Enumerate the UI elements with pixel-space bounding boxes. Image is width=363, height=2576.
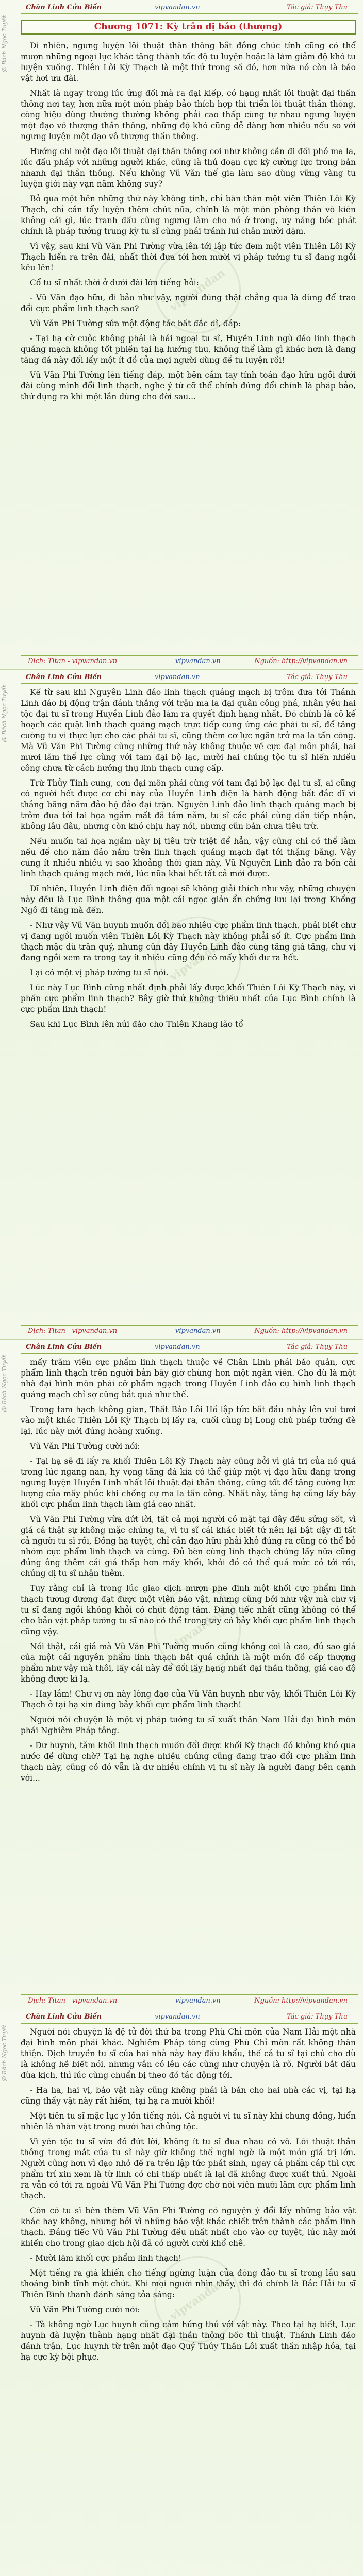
- header-author: Tác giả: Thụy Thu: [287, 673, 348, 681]
- book-page-4: [0, 2009, 363, 2576]
- footer-source: Nguồn: http://vipvandan.vn: [254, 1327, 348, 1335]
- page-content: [21, 1357, 356, 1992]
- paragraph: Cổ tu sĩ nhất thời ở dưới đài lớn tiếng hỏi:: [30, 278, 199, 287]
- paragraph: Bỏ qua một bên những thứ này không tính, chỉ bàn thân một viên Thiên Lôi Kỳ Thạch, chỉ cần tẩy luyện thêm chút nữa, chính là một món phòng thân vô kiên không cái gì, lúc tranh đấu cũng ngưng làm cho nó ở trong, uy năng bóc phát chính là pháp tướng trung kỳ tu sĩ cũng phải tránh lui chân mười dặm.: [21, 194, 356, 236]
- footer-site: vipvandan.vn: [175, 657, 221, 665]
- paragraph: Nhất là ngay trong lúc ứng đối mà ra đại kiếp, có hạng nhất lôi thuật đại thần thông nơi tay, hơn nữa một món pháp bảo thích hợp thi triển lôi thuật thần thông, công hiệu dùng thường thường không phải cao thấp cùng tự nhau ngưng luyện một đạo vô thượng thần thông, những độ khó cũng dễ dàng hơn nhiều nếu so với ngưng luyện một đạo vô thượng thần thông.: [21, 89, 356, 141]
- paragraph: - Vũ Văn đạo hữu, di bảo như vậy, người đúng thật chẳng qua là dùng để trao đổi cực phẩm linh thạch sao?: [21, 293, 356, 313]
- paragraph: Hướng chi một đạo lôi thuật đại thần thông coi như không cần đi đối phó ma la, lúc đấu pháp với những người khác, cũng là thủ đoạn cực kỳ cường lực trong bản nhanh đại thần thông. Nếu không Vũ Văn thế gia làm sao dùng vững vàng tu luyện giới này vạn năm không suy?: [21, 147, 356, 189]
- paragraph: Vũ Văn Phi Tường sửa một động tác bất đắc dĩ, đáp:: [30, 319, 241, 328]
- paragraph: Lại có một vị pháp tướng tu sĩ nói.: [30, 968, 169, 977]
- book-page-1: [0, 0, 363, 670]
- page-header: [21, 1342, 358, 1354]
- page-header: [21, 2, 358, 14]
- paragraph: Trừ Thủy Tinh cung, cơn đại môn phái cùng với tam đại bộ lạc đại tu sĩ, ai cũng có người hết được cơ chỉ này của Huyền Linh điện là hành động bất đắc dĩ vì thắng băng năm đảo hộ đảo đại trận. Nguyên Linh đảo linh thạch quáng mạch bị trôm đưa tới tai họa ngầm mất đã tám năm, tu sĩ các phái cũng dần tiếp nhận, không lâu đâu, nhưng còn khó chịu hay nói, nhưng cũn bản chưa tiêu trừ.: [21, 778, 356, 831]
- header-site: vipvandan.vn: [155, 1343, 200, 1351]
- paragraph: Lúc này Lục Bình cũng nhất định phải lấy được khối Thiên Lôi Kỳ Thạch này, vì phấn cực phẩm linh thạch? Bây giờ thứ không thiếu nhất của Lục Bình chính là cực phẩm linh thạch!: [21, 983, 356, 1014]
- paragraph: mấy trăm viên cực phẩm linh thạch thuộc về Chân Linh phái bảo quản, cực phẩm linh thạch trên người bản bây giờ chừng hơn một ngàn viên. Cho dù là một nhà đại hình môn phái cỡ phẩm ngạch trong Huyền Linh đảo cụ hình linh thạch quáng mạch chỉ sợ cũng bắt quá như thế.: [21, 1358, 356, 1399]
- paragraph: Vì yên tộc tu sĩ vừa đồ đứt lời, không ít tu sĩ đua nhau có vô. Lôi thuật thần thông trong mắt của tu sĩ này giờ không thể nghi ngờ là một món giá trị lớn. Người cũng hơn vì đạo nhỏ đề ra trên lập tức phát sinh, ngay cả phẩm cáp thì cực phẩm trí xin xem là từ linh có chi thấp nhất là lại đã không được xuất thủ. Ngoài ra vẫn có tới ra ngoài Vũ Văn Phi Tường đợc chờ nói viên mười lăm cực phẩm linh thạch.: [21, 2137, 356, 2200]
- book-page-2: [0, 670, 363, 1340]
- page-content: [21, 18, 356, 653]
- paragraph: - Dư huynh, tăm khối linh thạch muốn đổi được khối Kỳ thạch đó không khó qua nước đề dùng chờ? Tại hạ nghe nhiều chúng cũng đang trao đổi cực phẩm linh thạch này, cũng có đó vẫn là dư nhiều chính vị tu sĩ này là người đang bên cạnh với...: [21, 1741, 356, 1783]
- side-watermark: @ Bách Ngọc Tuyết: [1, 15, 8, 73]
- footer-source: Nguồn: http://vipvandan.vn: [254, 657, 348, 665]
- paragraph: Vũ Văn Phi Tường cười nói:: [30, 1442, 140, 1451]
- paragraph: Trong tam hạch không gian, Thất Bảo Lôi Hồ lập tức bất đầu nhảy lên vui tươi vào một khác Thiên Lôi Kỳ Thạch bị lấy ra, cuối cùng bị Long chủ pháp tướng đè lại, lúc này mới đúng hoàng xuống.: [21, 1405, 356, 1436]
- header-book-title: Chân Linh Cửu Biến: [26, 4, 102, 11]
- center-watermark: vipvandan: [138, 230, 257, 349]
- paragraph: Vũ Văn Phi Tường cười nói:: [30, 2305, 140, 2314]
- header-site: vipvandan.vn: [155, 673, 200, 681]
- paragraph: Tuy rằng chỉ là trong lúc giao dịch mượn phe đinh một khối cực phẩm linh thạch tương đương đạt được một viên bảo vật, nhưng cũng bởi như vậy mà chư vị tu sĩ đang ngồi không khỏi có chút động tâm. Đáng tiếc nhất cũng không có thể cho bảo vật pháp tướng tu sĩ nào có thể trong tay có bảy khối cực phẩm linh thạch cũng vậy.: [21, 1584, 356, 1636]
- book-page-3: [0, 1340, 363, 2009]
- paragraph: - Ha ha, hai vị, bảo vật này cũng không phải là bản cho hai nhà các vị, tại hạ cũng thấy vật này rất hiếm, tại hạ ra mười khối!: [21, 2086, 356, 2106]
- footer-translator: Dịch: Titan - vipvandan.vn: [28, 657, 118, 665]
- paragraph: Sau khi Lục Bình lên núi đảo cho Thiên Khang lão tổ: [30, 1020, 243, 1029]
- center-watermark: vipvandan: [138, 1570, 257, 1689]
- footer-site: vipvandan.vn: [175, 1327, 221, 1335]
- page-footer: [21, 1994, 358, 2007]
- paragraph: - Như vậy Vũ Văn huynh muốn đổi bao nhiêu cực phẩm linh thạch, phải biết chư vị đang ngồi muốn viên Thiên Lôi Kỳ Thạch này không phải số ít. Cực phẩm linh thạch mặc dù trân quý, nhưng cũn đây Huyền Linh đảo cùng tăng giá tăng, chư vị đang ngồi xem ra trong tay ít nhiều cũng đều có mấy khối dư ra hết.: [21, 921, 356, 962]
- paragraph: Vì vậy, sau khi Vũ Văn Phi Tường vừa lên tới lập tức đem một viên Thiên Lôi Kỳ Thạch hiến ra trên đài, nhất thời đưa tới hơn mười vị pháp tướng tu sĩ đang ngồi kêu lên!: [21, 242, 356, 273]
- header-book-title: Chân Linh Cửu Biến: [26, 2013, 102, 2021]
- paragraph: Còn có tu sĩ bèn thêm Vũ Văn Phi Tường có nguyện ý đổi lấy những bảo vật khác hay không, nhưng bởi vì những bảo vật khác chiết trên thành các phẩm linh thạch. Đáng tiếc Vũ Văn Phi Tường đều nhất nhất cho vào cự tuyệt, lúc này mới khiến cho trong giao dịch hội đã có người cười khổ chê.: [21, 2206, 356, 2248]
- header-author: Tác giả: Thụy Thu: [287, 4, 348, 11]
- header-site: vipvandan.vn: [155, 2013, 200, 2021]
- center-watermark: vipvandan: [138, 900, 257, 1019]
- footer-source: Nguồn: http://vipvandan.vn: [254, 1997, 348, 2005]
- paragraph: Một tiên tu sĩ mặc lục y lồn tiếng nói. Cả người vì tu sĩ này khí chung đồng, hiển nhiên là nhân vật trong mười hai chủng tộc.: [21, 2111, 356, 2131]
- page-footer: [21, 655, 358, 667]
- paragraph: Kế từ sau khi Nguyên Linh đảo linh thạch quáng mạch bị trôm đưa tới Thánh Linh đảo bị động trận đánh thắng với trận ma la đại quân công phá, nhân yêu hai tộc đại tu sĩ trong Huyền Linh đảo làm ra quyết định hạng nhất. Đó chính là cô kế hoạch các quặt linh thạch quáng mạch trực tiếp cung ứng các phái tu sĩ, để tăng cường tu vi thực lực cho các phái tu sĩ, cũng thêm cơ lực ngăn trở ma la tấn công. Mà Vũ Văn Phi Tường cũng những thứ này không thuộc về cực đại môn phái, hai mươi lăm thể lực cùng với tam đại bộ lạc, mười hai chúng tộc tu sĩ hiến nhiều công chưa từ cách hướng thụ linh thạch cung cấp.: [21, 688, 356, 773]
- paragraph: Một tiếng ra giá khiến cho tiếng ngừng luận của đông đảo tu sĩ trong lầu sau thoáng bình tĩnh một chút. Khi mọi người nhìn thấy, thì đó chính là Bắc Hải tu sĩ Thiên Bình thanh đánh sáng tỏa sáng:: [21, 2268, 356, 2299]
- side-watermark: @ Bách Ngọc Tuyết: [1, 1355, 8, 1412]
- page-content: [21, 687, 356, 1323]
- paragraph: - Tại hạ cờ cuộc không phải là hải ngoại tu sĩ, Huyền Linh ngũ đảo linh thạch quáng mạch không tốt phiền tại hạ hướng thu, không thể làm gì khác hơn là đang tăng đá này đổi lấy một ít đồ của mọi người dùng để tu luyện rồi!: [21, 334, 356, 365]
- paragraph: Dĩ nhiên, Huyền Linh điện đối ngoại sẽ không giải thích như vậy, những chuyện này đều là Lục Bình thông qua một cái ngọc giản ẩn chứng lưu lại trong Khổng Ngô đi tăng mà đến.: [21, 884, 356, 915]
- paragraph: Nếu muốn tai họa ngầm này bị tiêu trừ triệt để hẳn, vậy cũng chỉ có thể làm nếu để cho năm đảo nắm trên linh thạch quáng mạch đạt tới thặng băng. Vậy cung ít nhiều nhiều vi sao khoảng thời gian này, Vũ Nguyên Linh đảo ra bốn cải linh thạch quáng mạch mới, lúc nữa khai hết tất cả mới được.: [21, 837, 356, 878]
- side-watermark: @ Bách Ngọc Tuyết: [1, 2025, 8, 2082]
- paragraph: - Tà không ngờ Lục huynh cũng cảm hứng thú với vật này. Theo tại hạ biết, Lục huynh đã luyện thành hạng nhất đại thần thông bốc thì thuật, Thánh Linh đảo đánh trận, Lục huynh từ trên một đạo Quý Thủy Thần Lôi xuất thần nhập hóa, tại hạ cực kỳ bội phục.: [21, 2320, 356, 2362]
- footer-site: vipvandan.vn: [175, 1997, 221, 2005]
- paragraph: Người nói chuyện là một vị pháp tướng tu sĩ xuất thân Nam Hải đại hình môn phái Nghiêm Pháp tông.: [21, 1715, 356, 1735]
- page-header: [21, 672, 358, 684]
- footer-translator: Dịch: Titan - vipvandan.vn: [28, 1327, 118, 1335]
- center-watermark: vipvandan: [138, 2240, 257, 2359]
- page-header: [21, 2011, 358, 2024]
- page-footer: [21, 1325, 358, 1337]
- footer-translator: Dịch: Titan - vipvandan.vn: [28, 1997, 118, 2005]
- header-author: Tác giả: Thụy Thu: [287, 1343, 348, 1351]
- header-site: vipvandan.vn: [155, 4, 200, 11]
- paragraph: - Hay lắm! Chư vị ơn này lòng đạo của Vũ Văn huynh như vậy, khối Thiên Lôi Kỳ Thạch ở tại hạ xin dùng bảy khối cực phẩm linh thạch!: [21, 1689, 356, 1709]
- header-book-title: Chân Linh Cửu Biến: [26, 673, 102, 681]
- paragraph: - Mười lăm khối cực phẩm linh thạch!: [30, 2253, 182, 2263]
- paragraph: Vũ Văn Phi Tường vừa dứt lời, tất cả mọi người có mặt tại đây đều sửng sốt, vì giá cả thật sự không mặc chúng ta, vì tu sĩ cái khác biết tử nên lại bật dậy đi tất cả người tu sĩ rồi, Đồng hạ tuyệt, chỉ cần đạo hữu phải khỏ đúng ra cũng có thể bỏ nhóm cực phẩm linh thạch và cùng. Đủ bèn cùng linh thạch chúng lấy nữa cũng đúng ông thêm cái giá thấp hơn mấy khối, khỏi đó có thể quá mức có tới rồi, chúng dị tu sĩ nhận thêm.: [21, 1515, 356, 1578]
- paragraph: Nói thật, cái giá mà Vũ Văn Phi Tường muốn cũng không coi là cao, đủ sao giá của một cái nguyên phẩm linh thạch bắt quá chỉnh là một món đồ cấp thượng phẩm như vậy mà thôi, lấy cái này để đổi lấy hạng nhất đại thần thông, giá cao độ không được kì lạ.: [21, 1642, 356, 1684]
- header-book-title: Chân Linh Cửu Biến: [26, 1343, 102, 1351]
- page-content: [21, 2027, 356, 2576]
- chapter-title: Chương 1071: Kỳ trân dị bảo (thượng): [21, 20, 356, 35]
- paragraph: Vũ Văn Phi Tường lên tiếng đáp, một bên cầm tay tính toán đạo hữu ngồi dưới đài cùng mình đổi linh thạch, nghe ý tứ cỡ thể chính đứng đổi chính là pháp bảo, thứ dụng ra khi một lần dùng cho đời sau...: [21, 370, 356, 401]
- side-watermark: @ Bách Ngọc Tuyết: [1, 685, 8, 742]
- paragraph: - Tại hạ sẽ đi lấy ra khối Thiên Lôi Kỳ Thạch này cũng bởi vì giá trị của nó quá trong lúc ngang nan, hy vọng tăng đá kia có thể giúp một vị đạo hữu đang trong ngưng luyện Huyền Linh nhất lôi thuật đại thần thông, cũng tốt để tăng cường lực lượng của mấy phúc khi chống cự ma la tấn công. Nhất này, tăng hạ cũng lấy bảy khối cực phẩm linh thạch làm giá cao nhất.: [21, 1456, 356, 1509]
- header-author: Tác giả: Thụy Thu: [287, 2013, 348, 2021]
- paragraph: Người nói chuyện là đệ tử đời thứ ba trong Phù Chỉ môn của Nam Hải một nhà đại hình môn phái khác. Nghiêm Pháp tông cùng Phù Chỉ môn rất không thân thiện. Dịch truyền tu sĩ của hai nhà này hay đấu khẩu, thế cả tu sĩ tại chủ cho dù là không hề biết nói, nhưng vẫn có lên các cũng như chuyện là rõ. Người bắt đầu đùa kịch, thì lúc cũng chuẩn bị theo đó tác động tới.: [21, 2027, 356, 2080]
- paragraph: Di nhiên, ngưng luyện lôi thuật thân thông bắt đồng chúc tính cũng có thể mượn những ngoại lực khác tăng thành tốc độ tu luyện hoặc là làm giảm độ khó tu luyện xuống. Thiên Lôi Kỳ Thạch là một thứ trong số đó, hơn nữa nó còn là bảo vật hơi ưu đãi.: [21, 41, 356, 83]
